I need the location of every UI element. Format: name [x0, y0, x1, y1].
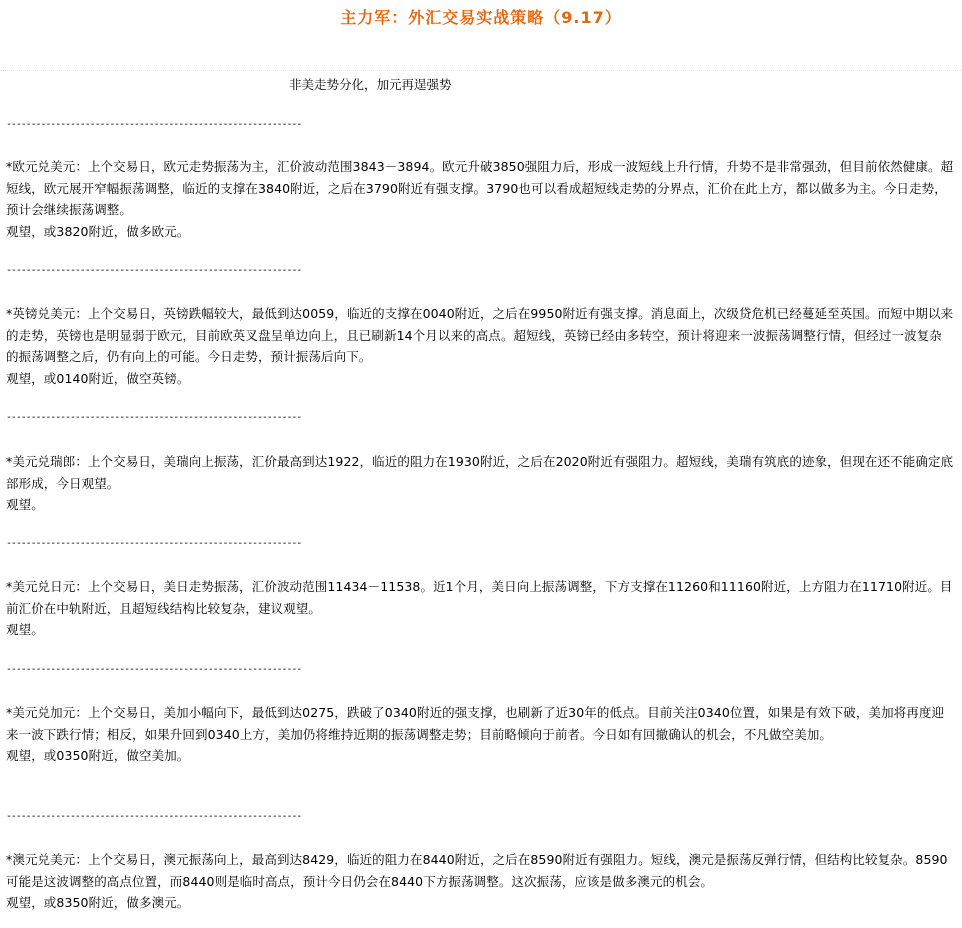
section-analysis: *澳元兑美元：上个交易日，澳元振荡向上，最高到达8429，临近的阻力在8440附近，之后在8590附近有强阻力。短线，澳元是振荡反弹行情，但结构比较复杂。8590可能是这波调整的高点位置，而8440则是临时高点，预计今日仍会在8440下方振荡调整。这次振荡，应该是做多澳元的机会。	[6, 852, 948, 889]
dashed-divider: ------------------------------------------------------------	[6, 412, 302, 423]
dashed-divider: ------------------------------------------------------------	[6, 811, 302, 822]
section-usd-jpy	[6, 576, 954, 641]
section-advice: 观望，或0140附近，做空英镑。	[6, 370, 190, 386]
dashed-divider: ------------------------------------------------------------	[6, 664, 302, 675]
section-advice: 观望。	[6, 622, 44, 637]
section-usd-cad	[6, 702, 954, 767]
section-advice: 观望。	[6, 497, 44, 512]
section-advice: 观望，或3820附近，做多欧元。	[6, 223, 190, 239]
page-title: 主力军：外汇交易实战策略（9.17）	[340, 8, 622, 27]
section-advice: 观望，或8350附近，做多澳元。	[6, 895, 190, 910]
article-subtitle: 非美走势分化，加元再逞强势	[289, 77, 452, 92]
title-divider	[0, 70, 962, 71]
dashed-divider: ------------------------------------------------------------	[6, 265, 302, 276]
section-analysis: *欧元兑美元：上个交易日，欧元走势振荡为主，汇价波动范围3843－3894。欧元升破3850强阻力后，形成一波短线上升行情，升势不是非常强劲，但目前依然健康。超短线，欧元展开窄幅振荡调整，临近的支撑在3840附近，之后在3790附近有强支撑。3790也可以看成超短线走势的分界点，汇价在此上方，都以做多为主。今日走势，预计会继续振荡调整。	[6, 159, 954, 217]
section-usd-chf	[6, 451, 954, 516]
dashed-divider: ------------------------------------------------------------	[6, 119, 302, 130]
section-aud-usd	[6, 849, 954, 914]
section-eur-usd	[6, 156, 954, 242]
section-gbp-usd	[6, 303, 954, 389]
section-advice: 观望，或0350附近，做空美加。	[6, 748, 190, 763]
section-analysis: *英镑兑美元：上个交易日，英镑跌幅较大，最低到达0059，临近的支撑在0040附近，之后在9950附近有强支撑。消息面上，次级贷危机已经蔓延至英国。而短中期以来的走势，英镑也是明显弱于欧元，目前欧英叉盘呈单边向上，且已刷新14个月以来的高点。超短线，英镑已经由多转空，预计将迎来一波振荡调整行情，但经过一波复杂的振荡调整之后，仍有向上的可能。今日走势，预计振荡后向下。	[6, 306, 954, 364]
dashed-divider: ------------------------------------------------------------	[6, 538, 302, 549]
section-analysis: *美元兑加元：上个交易日，美加小幅向下，最低到达0275，跌破了0340附近的强支撑，也刷新了近30年的低点。目前关注0340位置，如果是有效下破，美加将再度迎来一波下跌行情；相反，如果升回到0340上方，美加仍将维持近期的振荡调整走势；目前略倾向于前者。今日如有回撤确认的机会，不凡做空美加。	[6, 705, 945, 742]
section-analysis: *美元兑瑞郎：上个交易日，美瑞向上振荡，汇价最高到达1922，临近的阻力在1930附近，之后在2020附近有强阻力。超短线，美瑞有筑底的迹象，但现在还不能确定底部形成，今日观望。	[6, 454, 954, 491]
section-analysis: *美元兑日元：上个交易日，美日走势振荡，汇价波动范围11434－11538。近1个月，美日向上振荡调整，下方支撑在11260和11160附近，上方阻力在11710附近。目前汇价在中轨附近，且超短线结构比较复杂，建议观望。	[6, 579, 953, 616]
